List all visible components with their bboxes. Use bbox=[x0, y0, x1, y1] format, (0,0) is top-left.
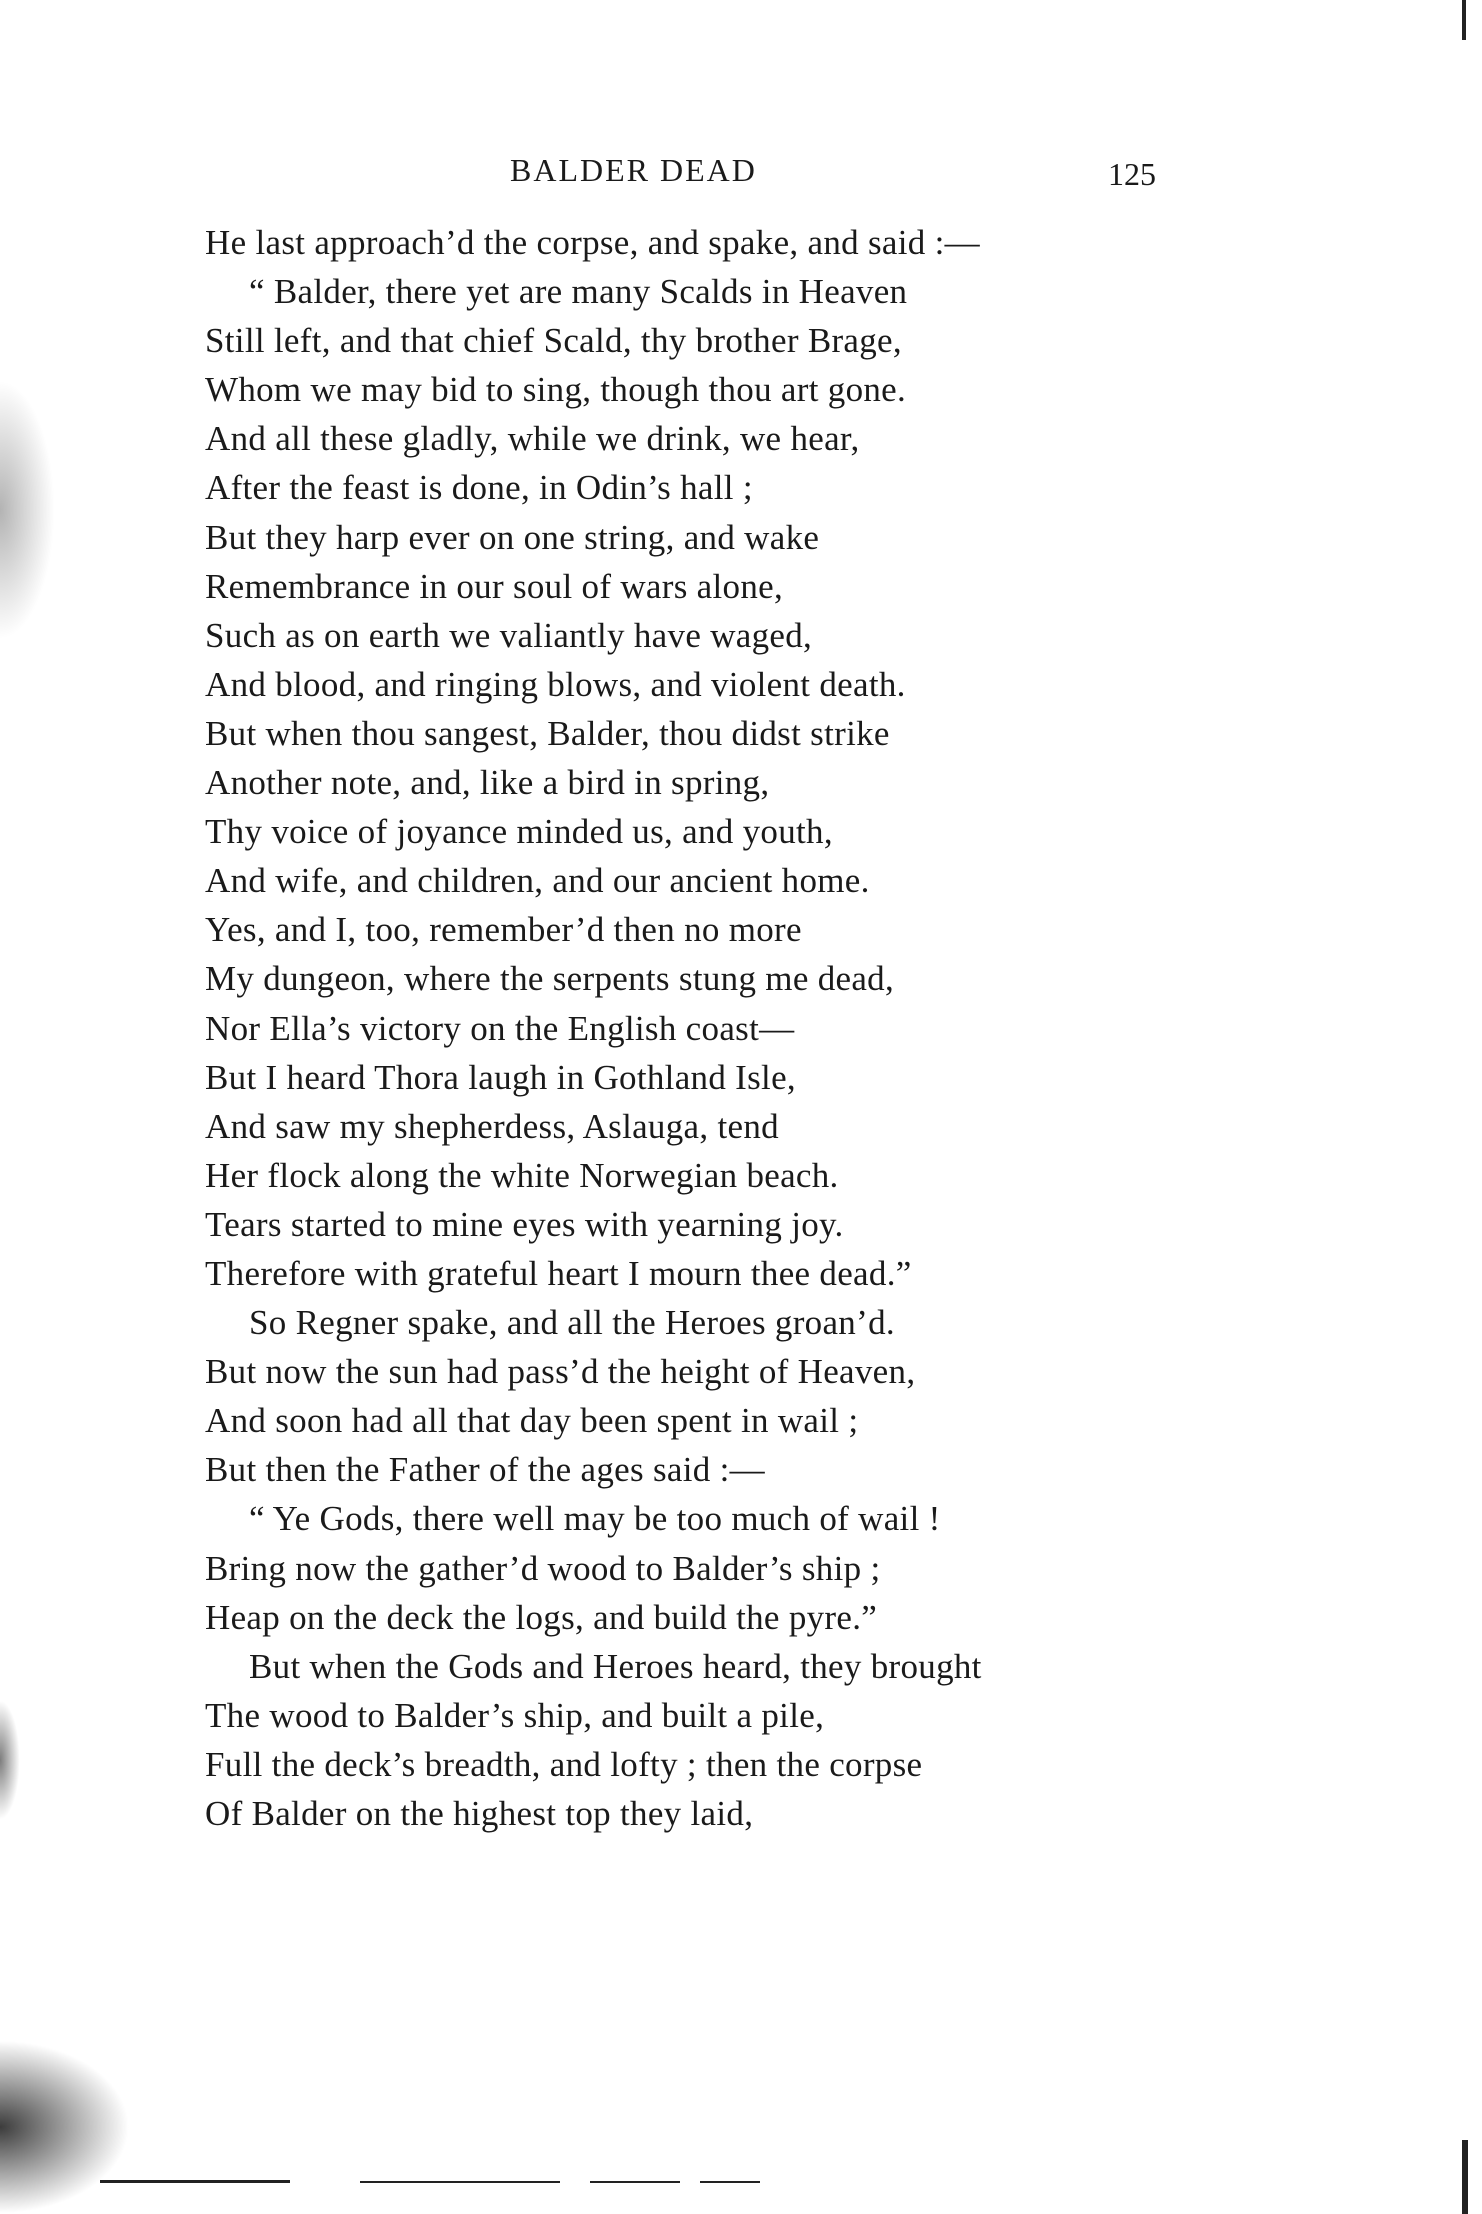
bottom-rule-fragment bbox=[590, 2181, 680, 2183]
poem-line: The wood to Balder’s ship, and built a pile, bbox=[205, 1695, 825, 1735]
poem-line: After the feast is done, in Odin’s hall ; bbox=[205, 468, 753, 508]
poem-line: Bring now the gather’d wood to Balder’s ship ; bbox=[205, 1548, 881, 1588]
poem-body bbox=[205, 218, 1205, 1838]
poem-line: And wife, and children, and our ancient home. bbox=[205, 861, 870, 901]
right-edge-mark bbox=[1462, 2140, 1468, 2214]
poem-line: Still left, and that chief Scald, thy brother Brage, bbox=[205, 321, 902, 361]
poem-line: And all these gladly, while we drink, we hear, bbox=[205, 419, 860, 459]
poem-line: But now the sun had pass’d the height of Heaven, bbox=[205, 1352, 916, 1392]
poem-line: So Regner spake, and all the Heroes groan’d. bbox=[249, 1303, 895, 1343]
poem-line: And saw my shepherdess, Aslauga, tend bbox=[205, 1106, 779, 1146]
poem-line: Another note, and, like a bird in spring, bbox=[205, 763, 770, 803]
left-margin-smudge bbox=[0, 380, 55, 640]
running-head bbox=[0, 148, 1482, 192]
poem-line: Yes, and I, too, remember’d then no more bbox=[205, 910, 802, 950]
poem-line: Such as on earth we valiantly have waged, bbox=[205, 615, 813, 655]
poem-line: Whom we may bid to sing, though thou art gone. bbox=[205, 370, 907, 410]
left-margin-smudge bbox=[0, 1700, 20, 1820]
poem-line: My dungeon, where the serpents stung me dead, bbox=[205, 959, 895, 999]
poem-line: But when the Gods and Heroes heard, they brought bbox=[249, 1646, 982, 1686]
poem-line: Remembrance in our soul of wars alone, bbox=[205, 566, 784, 606]
top-right-mark bbox=[1462, 0, 1466, 40]
poem-line: Her flock along the white Norwegian beach. bbox=[205, 1155, 839, 1195]
poem-line: But then the Father of the ages said :— bbox=[205, 1450, 765, 1490]
bottom-rule-fragment bbox=[360, 2181, 560, 2183]
poem-line: But they harp ever on one string, and wake bbox=[205, 517, 820, 557]
poem-line: Tears started to mine eyes with yearning joy. bbox=[205, 1204, 844, 1244]
poem-line: Thy voice of joyance minded us, and youth, bbox=[205, 812, 833, 852]
bottom-left-smudge bbox=[0, 2040, 130, 2214]
poem-line: “ Balder, there yet are many Scalds in Heaven bbox=[249, 272, 908, 312]
poem-line: And soon had all that day been spent in wail ; bbox=[205, 1401, 859, 1441]
poem-line: Of Balder on the highest top they laid, bbox=[205, 1794, 754, 1833]
poem-line: And blood, and ringing blows, and violent death. bbox=[205, 664, 906, 704]
running-title: BALDER DEAD bbox=[510, 152, 757, 188]
bottom-rule-fragment bbox=[700, 2181, 760, 2183]
poem-line: He last approach’d the corpse, and spake, and said :— bbox=[205, 223, 980, 262]
poem-line: Nor Ella’s victory on the English coast— bbox=[205, 1008, 795, 1048]
poem-line: Full the deck’s breadth, and lofty ; then the corpse bbox=[205, 1744, 923, 1784]
poem-line: But I heard Thora laugh in Gothland Isle, bbox=[205, 1057, 796, 1097]
poem-line: Heap on the deck the logs, and build the pyre.” bbox=[205, 1597, 878, 1637]
poem-line: But when thou sangest, Balder, thou didst strike bbox=[205, 713, 890, 753]
poem-line: Therefore with grateful heart I mourn thee dead.” bbox=[205, 1253, 912, 1293]
page-number: 125 bbox=[1108, 156, 1156, 192]
poem-line: “ Ye Gods, there well may be too much of wail ! bbox=[249, 1499, 941, 1539]
bottom-rule-fragment bbox=[100, 2180, 290, 2183]
